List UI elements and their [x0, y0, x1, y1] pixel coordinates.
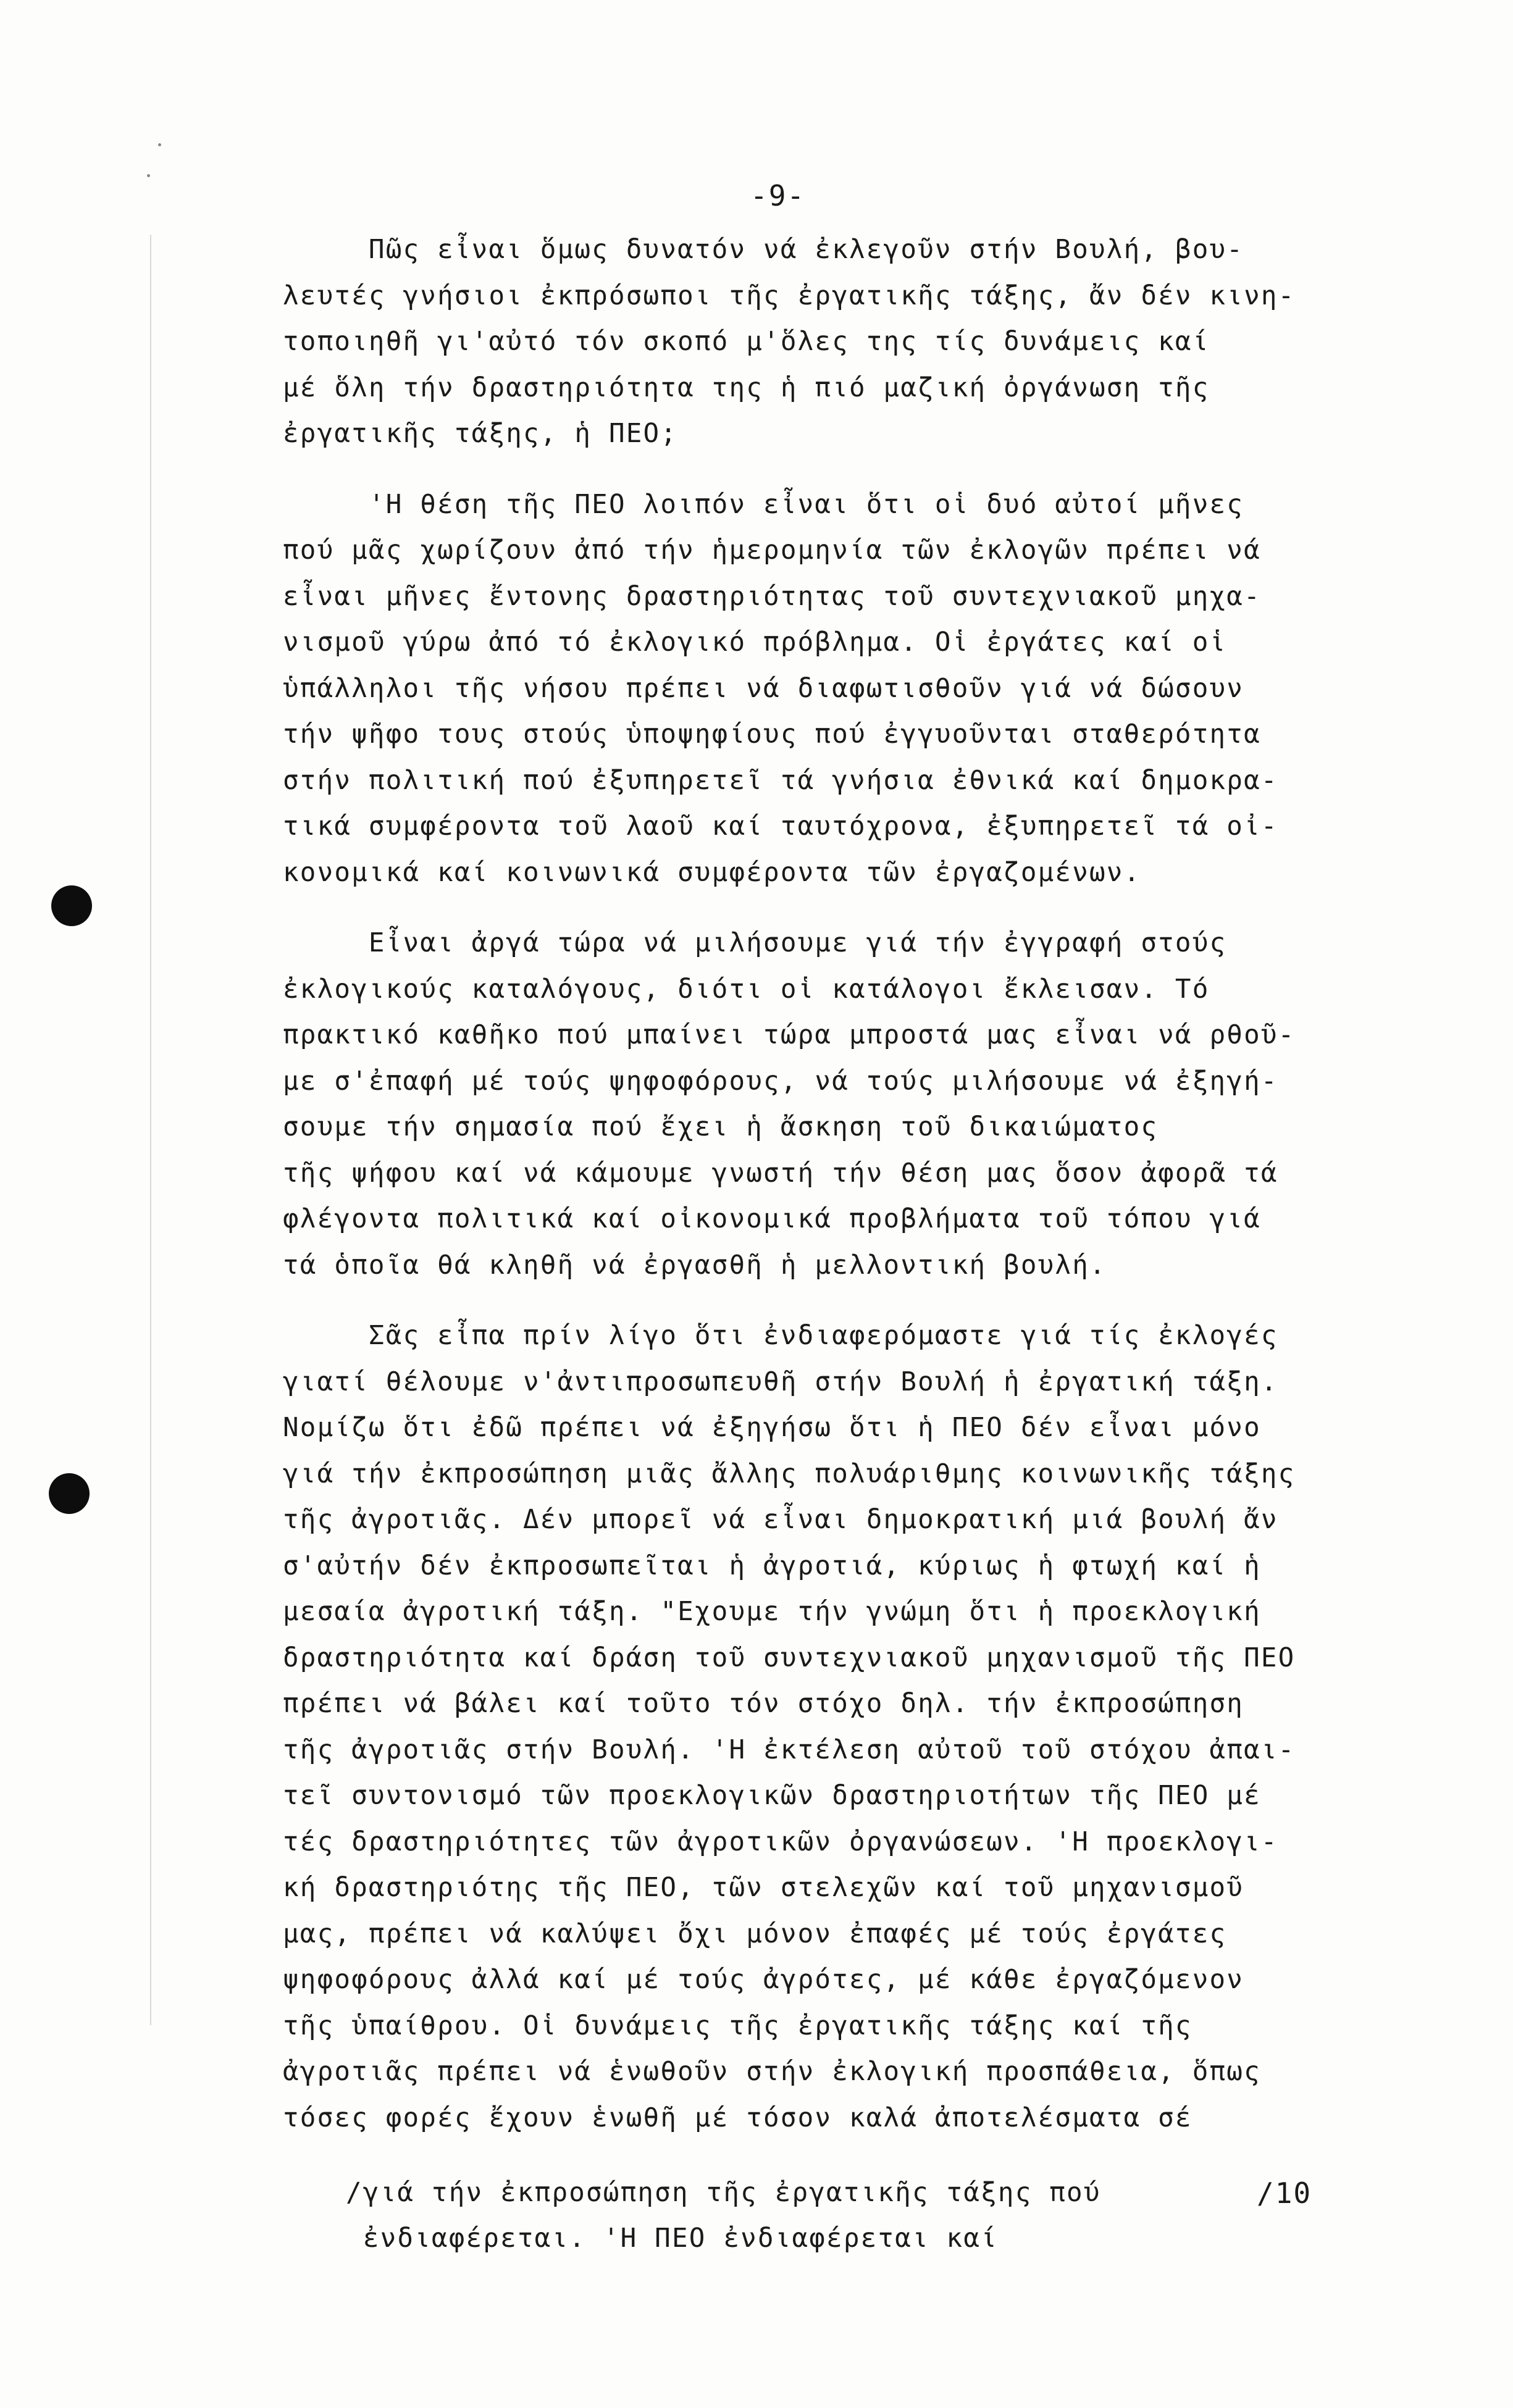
text-line: τοποιηθῆ γι'αὐτό τόν σκοπό μ'ὅλες της τίς δυνάμεις καί	[283, 327, 1210, 357]
text-line: τῆς ἀγροτιᾶς. Δέν μπορεῖ νά εἶναι δημοκρατική μιά βουλή ἄν	[283, 1505, 1278, 1535]
scan-speck	[158, 143, 161, 146]
text-line: κή δραστηριότης τῆς ΠΕΟ, τῶν στελεχῶν καί τοῦ μηχανισμοῦ	[283, 1873, 1244, 1903]
text-line: τῆς ὑπαίθρου. Οἱ δυνάμεις τῆς ἐργατικῆς τάξης καί τῆς	[283, 2010, 1192, 2041]
paragraph-3	[283, 921, 1407, 1289]
text-line: πρέπει νά βάλει καί τοῦτο τόν στόχο δηλ. τήν ἐκπροσώπηση	[283, 1689, 1244, 1719]
punch-hole-top	[51, 885, 92, 926]
text-line: τῆς ψήφου καί νά κάμουμε γνωστή τήν θέση μας ὅσον ἀφορᾶ τά	[283, 1158, 1278, 1189]
text-line: δραστηριότητα καί δράση τοῦ συντεχνιακοῦ μηχανισμοῦ τῆς ΠΕΟ	[283, 1642, 1296, 1673]
scan-speck	[147, 174, 150, 177]
text-line: μας, πρέπει νά καλύψει ὄχι μόνον ἐπαφές μέ τούς ἐργάτες	[283, 1918, 1227, 1949]
text-line: Σᾶς εἶπα πρίν λίγο ὅτι ἐνδιαφερόμαστε γιά τίς ἐκλογές	[283, 1321, 1278, 1351]
text-line: τικά συμφέροντα τοῦ λαοῦ καί ταυτόχρονα, ἐξυπηρετεῖ τά οἰ-	[283, 811, 1278, 842]
text-line: 'Η θέση τῆς ΠΕΟ λοιπόν εἶναι ὅτι οἱ δυό αὐτοί μῆνες	[283, 489, 1244, 520]
text-line: Νομίζω ὅτι ἐδῶ πρέπει νά ἐξηγήσω ὅτι ἡ ΠΕΟ δέν εἶναι μόνο	[283, 1413, 1261, 1443]
text-line: εἶναι μῆνες ἔντονης δραστηριότητας τοῦ συντεχνιακοῦ μηχα-	[283, 581, 1261, 612]
text-line: τές δραστηριότητες τῶν ἀγροτικῶν ὀργανώσεων. 'Η προεκλογι-	[283, 1826, 1278, 1857]
text-line: τά ὁποῖα θά κληθῆ νά ἐργασθῆ ἡ μελλοντική βουλή.	[283, 1250, 1107, 1281]
text-line: ἐκλογικούς καταλόγους, διότι οἱ κατάλογοι ἔκλεισαν. Τό	[283, 974, 1210, 1005]
body-text	[283, 227, 1407, 2166]
paragraph-2	[283, 482, 1407, 897]
text-line: νισμοῦ γύρω ἀπό τό ἐκλογικό πρόβλημα. Οἱ ἐργάτες καί οἱ	[283, 627, 1227, 658]
text-line: τεῖ συντονισμό τῶν προεκλογικῶν δραστηριοτήτων τῆς ΠΕΟ μέ	[283, 1781, 1261, 1811]
text-line: τήν ψῆφο τους στούς ὑποψηφίους πού ἐγγυοῦνται σταθερότητα	[283, 719, 1261, 750]
text-line: Πῶς εἶναι ὅμως δυνατόν νά ἐκλεγοῦν στήν Βουλή, βου-	[283, 235, 1244, 265]
text-line: λευτές γνήσιοι ἐκπρόσωποι τῆς ἐργατικῆς τάξης, ἄν δέν κινη-	[283, 280, 1296, 311]
footer-note	[346, 2170, 1101, 2262]
punch-hole-bottom	[49, 1473, 90, 1514]
text-line: γιατί θέλουμε ν'ἀντιπροσωπευθῆ στήν Βουλή ἡ ἐργατική τάξη.	[283, 1366, 1278, 1397]
text-line: σουμε τήν σημασία πού ἔχει ἡ ἄσκηση τοῦ δικαιώματος	[283, 1112, 1159, 1142]
page-number: -9-	[750, 179, 806, 212]
footer-line: /γιά τήν ἐκπροσώπηση τῆς ἐργατικῆς τάξης πού	[346, 2178, 1101, 2208]
paragraph-4	[283, 1313, 1407, 2141]
text-line: φλέγοντα πολιτικά καί οἰκονομικά προβλήματα τοῦ τόπου γιά	[283, 1204, 1261, 1234]
continuation-marker: /10	[1257, 2176, 1312, 2210]
text-line: ἐργατικῆς τάξης, ἡ ΠΕΟ;	[283, 419, 678, 449]
text-line: τῆς ἀγροτιᾶς στήν Βουλή. 'Η ἐκτέλεση αὐτοῦ τοῦ στόχου ἀπαι-	[283, 1734, 1296, 1765]
text-line: ὑπάλληλοι τῆς νήσου πρέπει νά διαφωτισθοῦν γιά νά δώσουν	[283, 673, 1244, 704]
text-line: με σ'ἐπαφή μέ τούς ψηφοφόρους, νά τούς μιλήσουμε νά ἐξηγή-	[283, 1066, 1278, 1097]
paragraph-1	[283, 227, 1407, 458]
text-line: μεσαία ἀγροτική τάξη. "Εχουμε τήν γνώμη ὅτι ἡ προεκλογική	[283, 1597, 1261, 1627]
text-line: πού μᾶς χωρίζουν ἀπό τήν ἡμερομηνία τῶν ἐκλογῶν πρέπει νά	[283, 535, 1261, 566]
text-line: κονομικά καί κοινωνικά συμφέροντα τῶν ἐργαζομένων.	[283, 857, 1141, 888]
text-line: ψηφοφόρους ἀλλά καί μέ τούς ἀγρότες, μέ κάθε ἐργαζόμενον	[283, 1965, 1244, 1995]
footer-line: ἐνδιαφέρεται. 'Η ΠΕΟ ἐνδιαφέρεται καί	[346, 2223, 998, 2254]
text-line: γιά τήν ἐκπροσώπηση μιᾶς ἄλλης πολυάριθμης κοινωνικῆς τάξης	[283, 1458, 1296, 1489]
text-line: ἀγροτιᾶς πρέπει νά ἑνωθοῦν στήν ἐκλογική προσπάθεια, ὅπως	[283, 2057, 1261, 2087]
text-line: τόσες φορές ἔχουν ἑνωθῆ μέ τόσον καλά ἀποτελέσματα σέ	[283, 2102, 1192, 2133]
text-line: μέ ὅλη τήν δραστηριότητα της ἡ πιό μαζική ὀργάνωση τῆς	[283, 372, 1210, 403]
text-line: Εἶναι ἀργά τώρα νά μιλήσουμε γιά τήν ἐγγραφή στούς	[283, 928, 1227, 958]
text-line: σ'αὐτήν δέν ἐκπροσωπεῖται ἡ ἀγροτιά, κύριως ἡ φτωχή καί ἡ	[283, 1550, 1261, 1581]
margin-rule	[150, 235, 151, 2025]
text-line: πρακτικό καθῆκο πού μπαίνει τώρα μπροστά μας εἶναι νά ρθοῦ-	[283, 1020, 1296, 1050]
text-line: στήν πολιτική πού ἐξυπηρετεῖ τά γνήσια ἐθνικά καί δημοκρα-	[283, 765, 1278, 796]
